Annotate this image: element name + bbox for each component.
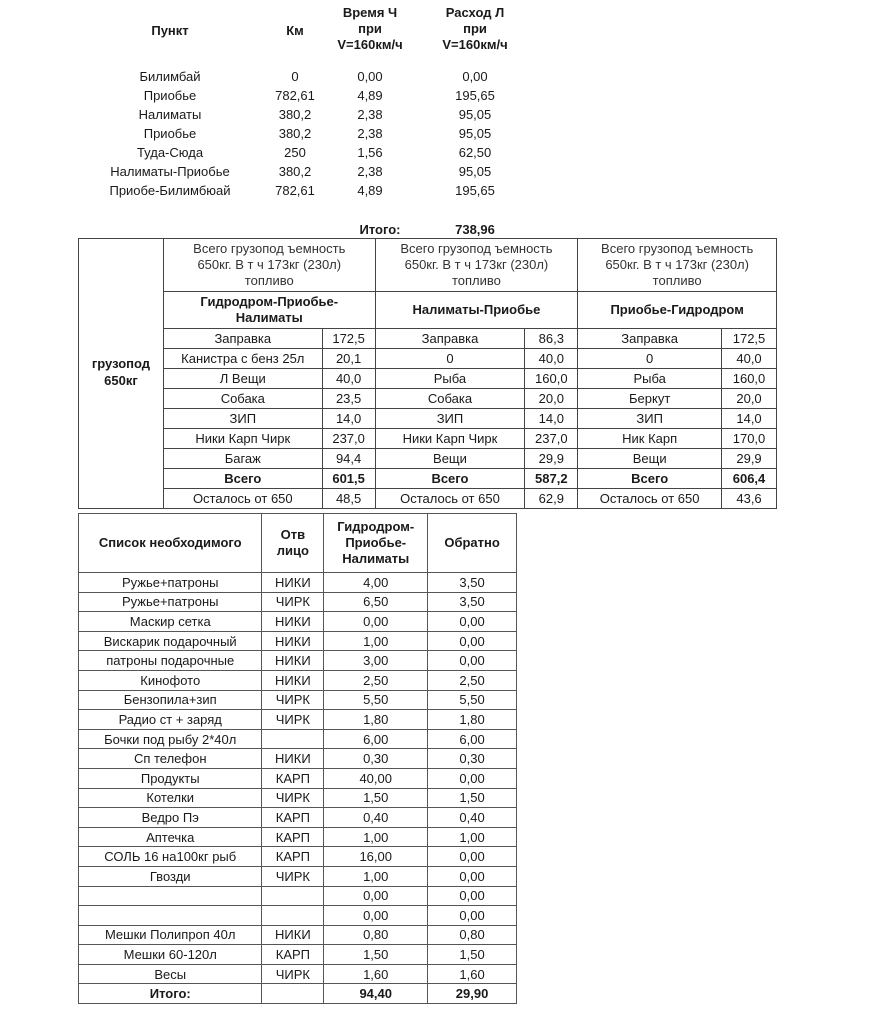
needs-header-cell <box>262 514 324 573</box>
cargo-item-value: 23,5 <box>322 389 375 409</box>
needs-row <box>79 945 517 965</box>
cargo-item-value: 14,0 <box>525 409 578 429</box>
needs-cell-person: ЧИРК <box>262 866 324 886</box>
header-line: при <box>358 21 382 36</box>
cargo-item-row <box>79 389 777 409</box>
cargo-item-label: Багаж <box>163 449 322 469</box>
cargo-item-value: 86,3 <box>525 329 578 349</box>
needs-cell-person: ЧИРК <box>262 592 324 612</box>
needs-row <box>79 906 517 926</box>
needs-total-there: 94,40 <box>324 984 428 1004</box>
cargo-item-label: Беркут <box>578 389 722 409</box>
needs-cell-back: 2,50 <box>428 670 517 690</box>
needs-cell-there: 1,00 <box>324 631 428 651</box>
cargo-item-value: 40,0 <box>322 369 375 389</box>
needs-cell-item: СОЛЬ 16 на100кг рыб <box>79 847 262 867</box>
route-cell-fuel: 95,05 <box>458 164 492 179</box>
needs-cell-item: Мешки 60-120л <box>79 945 262 965</box>
cargo-item-value: 40,0 <box>722 349 777 369</box>
side-label-line: 650кг <box>104 373 138 388</box>
needs-cell-back: 0,00 <box>428 847 517 867</box>
cargo-title-row <box>79 292 777 329</box>
header-line: Время Ч <box>342 5 398 20</box>
needs-cell-back: 0,00 <box>428 651 517 671</box>
needs-cell-back: 1,80 <box>428 710 517 730</box>
needs-cell-item: Гвозди <box>79 866 262 886</box>
cargo-item-value: 20,1 <box>322 349 375 369</box>
cargo-item-label: Ники Карп Чирк <box>163 429 322 449</box>
needs-row <box>79 651 517 671</box>
cargo-item-label: ЗИП <box>375 409 525 429</box>
cargo-item-label: 0 <box>578 349 722 369</box>
route-header-point: Пункт <box>151 23 189 38</box>
needs-table <box>78 513 517 1004</box>
route-cell-fuel: 0,00 <box>462 69 488 84</box>
cargo-item-value: 172,5 <box>322 329 375 349</box>
capacity-line: Всего грузопод ъемность <box>601 241 754 256</box>
needs-cell-item: Вискарик подарочный <box>79 631 262 651</box>
route-cell-time: 4,89 <box>357 183 383 198</box>
cargo-item-label: Канистра с бенз 25л <box>163 349 322 369</box>
needs-cell-there: 1,00 <box>324 866 428 886</box>
needs-cell-person: КАРП <box>262 827 324 847</box>
needs-cell-back: 0,00 <box>428 906 517 926</box>
needs-cell-person: НИКИ <box>262 612 324 632</box>
section-title <box>163 292 375 329</box>
needs-cell-item: Продукты <box>79 768 262 788</box>
needs-cell-there: 0,40 <box>324 808 428 828</box>
needs-cell-back: 0,00 <box>428 886 517 906</box>
needs-cell-there: 4,00 <box>324 573 428 593</box>
route-header-time <box>320 5 420 53</box>
cargo-item-value: 20,0 <box>525 389 578 409</box>
needs-cell-there: 3,00 <box>324 651 428 671</box>
capacity-line: топливо <box>451 273 501 288</box>
route-cell-fuel: 95,05 <box>458 126 492 141</box>
needs-total-row <box>79 984 517 1004</box>
needs-cell-person: ЧИРК <box>262 710 324 730</box>
route-cell-km: 782,61 <box>275 183 315 198</box>
cargo-item-value: 237,0 <box>322 429 375 449</box>
route-cell-fuel: 195,65 <box>455 88 495 103</box>
cargo-item-value: 94,4 <box>322 449 375 469</box>
cargo-item-label: Заправка <box>163 329 322 349</box>
needs-cell-item: Ружье+патроны <box>79 573 262 593</box>
needs-row <box>79 710 517 730</box>
cargo-item-label: Собака <box>375 389 525 409</box>
side-label-line: грузопод <box>91 356 151 371</box>
route-cell-fuel: 62,50 <box>458 145 492 160</box>
needs-row <box>79 964 517 984</box>
needs-row <box>79 573 517 593</box>
needs-cell-there: 1,00 <box>324 827 428 847</box>
needs-header-line: Приобье- <box>345 535 407 550</box>
cargo-total-label: Всего <box>578 469 722 489</box>
capacity-line: 650кг. В т ч 173кг (230л) <box>605 257 749 272</box>
section-title-line: Приобье-Гидродром <box>610 302 744 317</box>
cargo-item-row <box>79 349 777 369</box>
needs-total-person <box>262 984 324 1004</box>
needs-cell-back: 0,00 <box>428 612 517 632</box>
route-cell-time: 2,38 <box>357 164 383 179</box>
route-cell-time: 2,38 <box>357 107 383 122</box>
needs-cell-there: 5,50 <box>324 690 428 710</box>
needs-cell-there: 0,00 <box>324 906 428 926</box>
route-cell-point: Приобье <box>143 126 197 141</box>
route-cell-time: 4,89 <box>357 88 383 103</box>
needs-cell-there: 40,00 <box>324 768 428 788</box>
cargo-item-value: 172,5 <box>722 329 777 349</box>
route-cell-km: 782,61 <box>275 88 315 103</box>
capacity-line: топливо <box>244 273 294 288</box>
needs-cell-back: 6,00 <box>428 729 517 749</box>
needs-cell-back: 0,30 <box>428 749 517 769</box>
needs-cell-there: 0,00 <box>324 886 428 906</box>
cargo-item-label: Рыба <box>578 369 722 389</box>
route-cell-point: Приобе-Билимбюай <box>109 183 231 198</box>
cargo-item-row <box>79 329 777 349</box>
needs-row <box>79 866 517 886</box>
needs-cell-person <box>262 729 324 749</box>
needs-row <box>79 749 517 769</box>
cargo-item-value: 40,0 <box>525 349 578 369</box>
route-cell-point: Налиматы <box>138 107 202 122</box>
needs-cell-item <box>79 886 262 906</box>
needs-header-cell <box>428 514 517 573</box>
needs-cell-person: КАРП <box>262 768 324 788</box>
cargo-item-value: 160,0 <box>525 369 578 389</box>
needs-cell-there: 1,60 <box>324 964 428 984</box>
cargo-total-label: Всего <box>375 469 525 489</box>
needs-cell-person: НИКИ <box>262 925 324 945</box>
route-cell-time: 0,00 <box>357 69 383 84</box>
needs-row <box>79 592 517 612</box>
cargo-item-label: Ник Карп <box>578 429 722 449</box>
needs-cell-item: Мешки Полипроп 40л <box>79 925 262 945</box>
route-cell-km: 0 <box>291 69 299 84</box>
needs-cell-back: 3,50 <box>428 592 517 612</box>
needs-cell-item: Бочки под рыбу 2*40л <box>79 729 262 749</box>
needs-cell-there: 6,50 <box>324 592 428 612</box>
needs-cell-item: Весы <box>79 964 262 984</box>
needs-row <box>79 690 517 710</box>
needs-row <box>79 768 517 788</box>
cargo-item-row <box>79 449 777 469</box>
needs-cell-item: патроны подарочные <box>79 651 262 671</box>
capacity-note <box>375 239 578 292</box>
needs-header-cell <box>324 514 428 573</box>
cargo-item-label: Заправка <box>375 329 525 349</box>
section-title <box>578 292 777 329</box>
needs-header-line: Гидродром- <box>337 519 415 534</box>
needs-cell-item: Кинофото <box>79 670 262 690</box>
needs-cell-person: КАРП <box>262 847 324 867</box>
needs-cell-there: 16,00 <box>324 847 428 867</box>
cargo-item-value: 20,0 <box>722 389 777 409</box>
route-cell-km: 380,2 <box>278 126 312 141</box>
needs-cell-item: Сп телефон <box>79 749 262 769</box>
cargo-remain-value: 43,6 <box>722 489 777 509</box>
route-cell-km: 250 <box>284 145 306 160</box>
header-line: V=160км/ч <box>442 37 508 52</box>
route-header-fuel <box>425 5 525 53</box>
needs-cell-person <box>262 906 324 926</box>
capacity-line: Всего грузопод ъемность <box>400 241 553 256</box>
section-title-line: Налиматы-Приобье <box>412 302 541 317</box>
needs-cell-person: КАРП <box>262 945 324 965</box>
needs-row <box>79 847 517 867</box>
needs-cell-item: Радио ст + заряд <box>79 710 262 730</box>
needs-cell-back: 0,40 <box>428 808 517 828</box>
needs-cell-item: Бензопила+зип <box>79 690 262 710</box>
needs-header-line: Налиматы <box>342 551 410 566</box>
cargo-item-row <box>79 429 777 449</box>
needs-cell-person: НИКИ <box>262 631 324 651</box>
needs-total-back: 29,90 <box>428 984 517 1004</box>
header-line: при <box>463 21 487 36</box>
cargo-item-label: Заправка <box>578 329 722 349</box>
route-cell-point: Туда-Сюда <box>136 145 204 160</box>
route-cell-point: Приобье <box>143 88 197 103</box>
cargo-total-value: 587,2 <box>525 469 578 489</box>
needs-header-line: Отв <box>280 527 306 542</box>
needs-cell-back: 1,50 <box>428 945 517 965</box>
needs-cell-back: 1,60 <box>428 964 517 984</box>
needs-cell-person: НИКИ <box>262 651 324 671</box>
needs-cell-back: 1,50 <box>428 788 517 808</box>
cargo-item-label: 0 <box>375 349 525 369</box>
needs-header-cell <box>79 514 262 573</box>
route-total-label: Итого: <box>359 222 401 237</box>
needs-row <box>79 612 517 632</box>
needs-cell-back: 5,50 <box>428 690 517 710</box>
cargo-item-row <box>79 369 777 389</box>
needs-cell-person: НИКИ <box>262 670 324 690</box>
cargo-remain-row <box>79 489 777 509</box>
needs-cell-item: Котелки <box>79 788 262 808</box>
section-title-line: Налиматы <box>235 310 303 325</box>
cargo-remain-value: 48,5 <box>322 489 375 509</box>
needs-cell-back: 0,80 <box>428 925 517 945</box>
cargo-item-row <box>79 409 777 429</box>
needs-row <box>79 631 517 651</box>
needs-cell-there: 6,00 <box>324 729 428 749</box>
needs-cell-item: Ведро Пэ <box>79 808 262 828</box>
needs-cell-item <box>79 906 262 926</box>
cargo-item-label: Собака <box>163 389 322 409</box>
cargo-remain-value: 62,9 <box>525 489 578 509</box>
needs-cell-item: Ружье+патроны <box>79 592 262 612</box>
needs-row <box>79 827 517 847</box>
capacity-line: 650кг. В т ч 173кг (230л) <box>404 257 549 272</box>
needs-cell-back: 1,00 <box>428 827 517 847</box>
needs-cell-there: 0,80 <box>324 925 428 945</box>
cargo-table <box>78 238 777 509</box>
cargo-item-label: Вещи <box>578 449 722 469</box>
needs-cell-there: 0,30 <box>324 749 428 769</box>
capacity-line: 650кг. В т ч 173кг (230л) <box>197 257 342 272</box>
needs-header-line: Обратно <box>444 535 500 550</box>
needs-cell-there: 1,50 <box>324 788 428 808</box>
cargo-item-value: 160,0 <box>722 369 777 389</box>
needs-header-line: лицо <box>276 543 309 558</box>
needs-cell-there: 1,80 <box>324 710 428 730</box>
route-header-km: Км <box>286 23 304 38</box>
cargo-remain-label: Осталось от 650 <box>163 489 322 509</box>
cargo-item-value: 14,0 <box>722 409 777 429</box>
cargo-total-row <box>79 469 777 489</box>
cargo-item-value: 29,9 <box>525 449 578 469</box>
capacity-line: Всего грузопод ъемность <box>193 241 346 256</box>
header-line: Расход Л <box>445 5 505 20</box>
needs-total-label: Итого: <box>79 984 262 1004</box>
route-cell-fuel: 95,05 <box>458 107 492 122</box>
route-cell-km: 380,2 <box>278 164 312 179</box>
cargo-total-label: Всего <box>163 469 322 489</box>
needs-cell-item: Аптечка <box>79 827 262 847</box>
route-cell-point: Налиматы-Приобье <box>110 164 230 179</box>
needs-cell-there: 1,50 <box>324 945 428 965</box>
cargo-item-label: Ники Карп Чирк <box>375 429 525 449</box>
needs-row <box>79 808 517 828</box>
needs-cell-back: 0,00 <box>428 631 517 651</box>
cargo-capacity-row <box>79 239 777 292</box>
needs-row <box>79 925 517 945</box>
needs-cell-person: НИКИ <box>262 749 324 769</box>
capacity-note <box>163 239 375 292</box>
cargo-remain-label: Осталось от 650 <box>375 489 525 509</box>
cargo-item-label: Вещи <box>375 449 525 469</box>
needs-row <box>79 886 517 906</box>
cargo-item-label: ЗИП <box>578 409 722 429</box>
capacity-line: топливо <box>652 273 702 288</box>
needs-cell-person <box>262 886 324 906</box>
cargo-remain-label: Осталось от 650 <box>578 489 722 509</box>
capacity-note <box>578 239 777 292</box>
cargo-item-label: Л Вещи <box>163 369 322 389</box>
needs-cell-person: ЧИРК <box>262 964 324 984</box>
header-line: V=160км/ч <box>337 37 403 52</box>
section-title-line: Гидродром-Приобье- <box>200 294 339 309</box>
needs-cell-there: 2,50 <box>324 670 428 690</box>
needs-cell-back: 0,00 <box>428 768 517 788</box>
needs-cell-person: ЧИРК <box>262 788 324 808</box>
needs-row <box>79 670 517 690</box>
needs-header-line: Список необходимого <box>98 535 242 550</box>
needs-header-row <box>79 514 517 573</box>
needs-cell-item: Маскир сетка <box>79 612 262 632</box>
needs-cell-back: 0,00 <box>428 866 517 886</box>
needs-cell-there: 0,00 <box>324 612 428 632</box>
route-cell-km: 380,2 <box>278 107 312 122</box>
needs-cell-person: КАРП <box>262 808 324 828</box>
route-cell-point: Билимбай <box>139 69 201 84</box>
needs-row <box>79 729 517 749</box>
needs-cell-person: ЧИРК <box>262 690 324 710</box>
route-cell-fuel: 195,65 <box>455 183 495 198</box>
cargo-item-value: 237,0 <box>525 429 578 449</box>
cargo-item-value: 29,9 <box>722 449 777 469</box>
cargo-total-value: 601,5 <box>322 469 375 489</box>
cargo-item-label: ЗИП <box>163 409 322 429</box>
cargo-item-value: 14,0 <box>322 409 375 429</box>
cargo-side-label <box>79 239 164 509</box>
needs-cell-person: НИКИ <box>262 573 324 593</box>
route-cell-time: 2,38 <box>357 126 383 141</box>
route-cell-time: 1,56 <box>357 145 383 160</box>
needs-cell-back: 3,50 <box>428 573 517 593</box>
cargo-item-label: Рыба <box>375 369 525 389</box>
cargo-item-value: 170,0 <box>722 429 777 449</box>
needs-row <box>79 788 517 808</box>
cargo-total-value: 606,4 <box>722 469 777 489</box>
section-title <box>375 292 578 329</box>
route-total-value: 738,96 <box>455 222 495 237</box>
